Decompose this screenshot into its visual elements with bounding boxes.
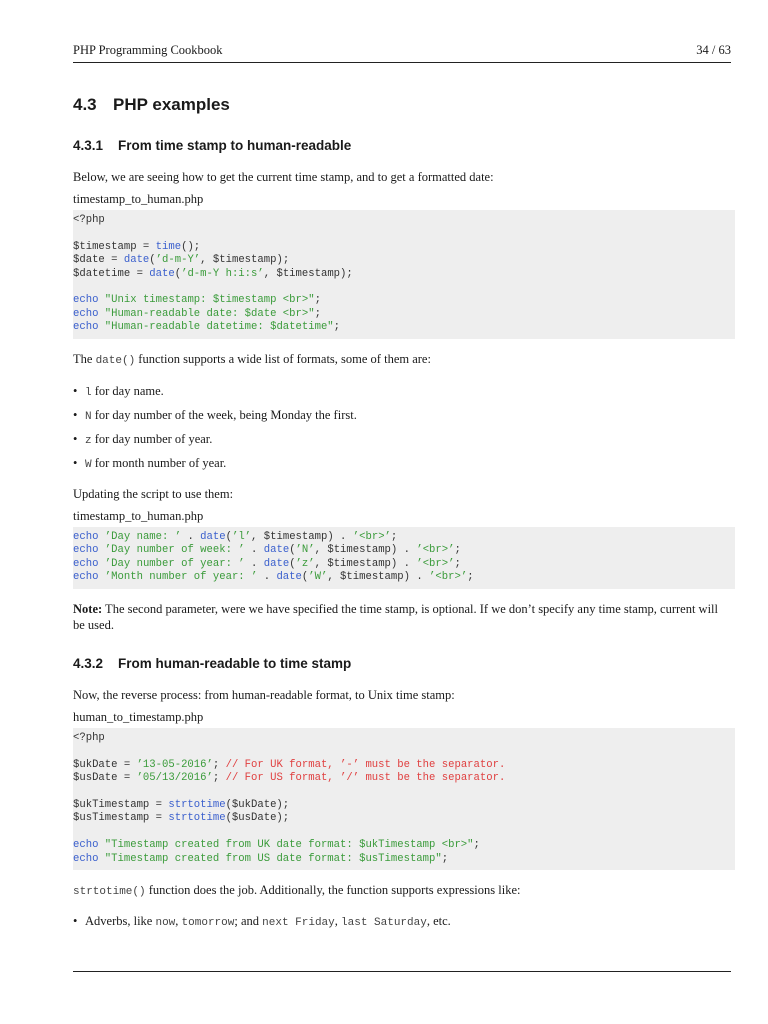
code-line	[73, 214, 735, 227]
intro-paragraph: Below, we are seeing how to get the current time stamp, and to get a formatted date:	[73, 170, 494, 184]
updating-paragraph: Updating the script to use them:	[73, 487, 234, 501]
footer-rule	[73, 971, 731, 972]
code-token: date	[200, 531, 226, 543]
code-token: <?php	[73, 732, 105, 744]
note-paragraph	[73, 601, 731, 633]
text-span: function supports a wide list of formats, some of them are:	[135, 352, 431, 366]
code-line	[73, 558, 735, 571]
inline-code: z	[85, 435, 92, 447]
list-item-text: for day number of year.	[91, 432, 213, 446]
code-token: date	[149, 267, 175, 280]
code-token: strtotime	[168, 798, 226, 811]
text-span: , etc.	[426, 914, 451, 928]
code-token: ;	[454, 544, 461, 557]
code-token: $usTimestamp =	[73, 812, 169, 825]
code-token: date	[276, 571, 302, 584]
code-token: ;	[314, 294, 321, 307]
inline-code: l	[85, 387, 92, 399]
code-token: date	[263, 557, 290, 570]
code-token: ;	[212, 758, 226, 771]
code-token: echo	[73, 307, 99, 320]
running-header	[73, 43, 731, 58]
code-token: echo	[73, 839, 99, 852]
section-heading	[73, 95, 230, 115]
code-line	[73, 531, 735, 544]
section-title: PHP examples	[113, 95, 230, 114]
code-token: .	[244, 557, 264, 570]
text-span: ,	[334, 914, 342, 928]
code-token: ’l’	[231, 531, 252, 543]
text-span: The	[73, 352, 96, 366]
inline-code: next Friday	[262, 917, 335, 929]
inline-code: now	[155, 917, 176, 929]
code-line	[73, 812, 735, 825]
code-token: echo	[73, 557, 99, 570]
subsection-number: 4.3.2	[73, 656, 104, 671]
subsection-heading-2	[73, 656, 351, 671]
list-item-text: for month number of year.	[91, 456, 227, 470]
code-token: $timestamp =	[73, 240, 156, 253]
code-token: "Human-readable date: $date <br>"	[104, 307, 315, 320]
subsection-title: From time stamp to human-readable	[118, 138, 352, 153]
code-block-1	[73, 210, 735, 339]
code-token: strtotime	[168, 812, 226, 825]
text-span: ; and	[234, 914, 263, 928]
note-label: Note:	[73, 602, 103, 616]
code-token: $ukTimestamp =	[73, 798, 169, 811]
code-line	[73, 268, 735, 281]
code-token: "Human-readable datetime: $datetime"	[104, 321, 334, 334]
code-line	[73, 281, 735, 294]
inline-code: tomorrow	[181, 917, 235, 929]
code-token: ;	[314, 307, 321, 320]
code-token: $usDate =	[73, 772, 137, 785]
list-item	[73, 913, 731, 937]
code-line	[73, 321, 735, 334]
code-token: ’<br>’	[429, 571, 468, 584]
code-line	[73, 799, 735, 812]
code-token: echo	[73, 321, 99, 334]
list-item-text: for day name.	[91, 384, 164, 398]
code-line	[73, 759, 735, 772]
code-token: date	[263, 544, 290, 557]
format-list	[73, 383, 731, 479]
code-token: date	[123, 254, 150, 267]
subsection-title: From human-readable to time stamp	[118, 656, 352, 671]
code-token: ’Day number of year: ’	[104, 557, 245, 570]
code-line	[73, 308, 735, 321]
code-token: $ukDate =	[73, 758, 137, 771]
text-span: ,	[175, 914, 182, 928]
code-token: ’Day number of week: ’	[104, 544, 245, 557]
code-line	[73, 745, 735, 758]
date-function-paragraph	[73, 351, 731, 369]
code-token: ’<br>’	[352, 531, 391, 543]
code-token: ’13-05-2016’	[136, 758, 213, 771]
code-token: echo	[73, 531, 99, 543]
code-token: echo	[73, 294, 99, 307]
strtotime-paragraph	[73, 882, 731, 900]
list-item	[73, 407, 731, 431]
code-token: time	[155, 240, 182, 253]
code-line	[73, 227, 735, 240]
text-span: Adverbs, like	[85, 914, 156, 928]
code-token: echo	[73, 571, 99, 584]
inline-code: last Saturday	[341, 917, 427, 929]
inline-code: date()	[95, 355, 136, 367]
code-token: ($ukDate);	[225, 798, 290, 811]
code-token: ;	[454, 557, 461, 570]
expressions-list	[73, 913, 731, 937]
text-span: function does the job. Additionally, the function supports expressions like:	[145, 883, 521, 897]
code-line	[73, 772, 735, 785]
code-token: (	[149, 254, 156, 267]
code-token: ’<br>’	[416, 544, 455, 557]
code-line	[73, 254, 735, 267]
code-token: .	[244, 544, 264, 557]
code-block-2	[73, 527, 735, 589]
code-line	[73, 571, 735, 584]
code-block-3	[73, 728, 735, 870]
code-line	[73, 839, 735, 852]
code-token: echo	[73, 544, 99, 557]
code-line	[73, 241, 735, 254]
code-token: // For UK format, ’-’ must be the separator.	[225, 758, 506, 771]
book-title: PHP Programming Cookbook	[73, 43, 223, 57]
page-number: 34 / 63	[696, 43, 731, 57]
code-line	[73, 544, 735, 557]
code-token: (	[225, 531, 232, 543]
code-token: ;	[212, 772, 226, 785]
code-token: , $timestamp) .	[314, 557, 417, 570]
code-token: ($usDate);	[225, 812, 290, 825]
code-token: $date =	[73, 254, 124, 267]
inline-code: N	[85, 411, 92, 423]
code-token: ’z’	[295, 557, 315, 570]
code-token: "Timestamp created from UK date format: $ukTimestamp <br>"	[104, 839, 474, 852]
code-line	[73, 294, 735, 307]
code-token: , $timestamp) .	[251, 531, 353, 543]
code-token: ’d-m-Y’	[155, 254, 201, 267]
code-filename: human_to_timestamp.php	[73, 710, 204, 724]
code-token: .	[257, 571, 277, 584]
code-token: ;	[390, 531, 398, 543]
code-token: ’05/13/2016’	[136, 772, 213, 785]
code-token: $datetime =	[73, 267, 150, 280]
code-token: ’<br>’	[416, 557, 455, 570]
code-token: ’Day name: ’	[104, 531, 182, 543]
code-token: ;	[441, 852, 449, 865]
code-token: , $timestamp) .	[327, 571, 430, 584]
code-token: .	[181, 531, 201, 543]
code-filename: timestamp_to_human.php	[73, 509, 204, 523]
code-token: echo	[73, 852, 99, 865]
subsection-heading-1	[73, 138, 351, 153]
code-line	[73, 826, 735, 839]
code-token: ’N’	[295, 544, 315, 557]
code-token: // For US format, ’/’ must be the separator.	[225, 772, 506, 785]
list-item-text: for day number of the week, being Monday the first.	[91, 408, 357, 422]
code-line	[73, 786, 735, 799]
intro-paragraph: Now, the reverse process: from human-readable format, to Unix time stamp:	[73, 688, 455, 702]
code-token: , $timestamp) .	[314, 544, 417, 557]
subsection-number: 4.3.1	[73, 138, 104, 153]
code-token: (	[289, 544, 296, 557]
code-token: (	[289, 557, 296, 570]
list-item	[73, 455, 731, 479]
code-token: , $timestamp);	[263, 267, 353, 280]
note-text: The second parameter, were we have specified the time stamp, is optional. If we don’t specify any time stamp, current will be used.	[73, 602, 719, 632]
inline-code: strtotime()	[73, 886, 146, 898]
list-item	[73, 383, 731, 407]
code-token: ;	[467, 571, 474, 584]
header-rule	[73, 62, 731, 63]
code-line	[73, 853, 735, 866]
code-token: (	[301, 571, 309, 584]
code-token: ’Month number of year: ’	[104, 571, 258, 584]
code-token: "Unix timestamp: $timestamp <br>"	[104, 294, 315, 307]
inline-code: W	[85, 459, 92, 471]
code-token: <?php	[73, 214, 105, 226]
code-token: ;	[333, 321, 341, 334]
section-number: 4.3	[73, 95, 97, 114]
code-token: , $timestamp);	[200, 254, 290, 267]
list-item	[73, 431, 731, 455]
code-token: ’W’	[308, 571, 328, 584]
code-token: "Timestamp created from US date format: $usTimestamp"	[104, 852, 442, 865]
code-token: ();	[181, 240, 201, 253]
code-token: (	[174, 267, 182, 280]
code-token: ;	[473, 839, 480, 852]
code-filename: timestamp_to_human.php	[73, 192, 204, 206]
code-token: ’d-m-Y h:i:s’	[181, 267, 264, 280]
code-line	[73, 732, 735, 745]
